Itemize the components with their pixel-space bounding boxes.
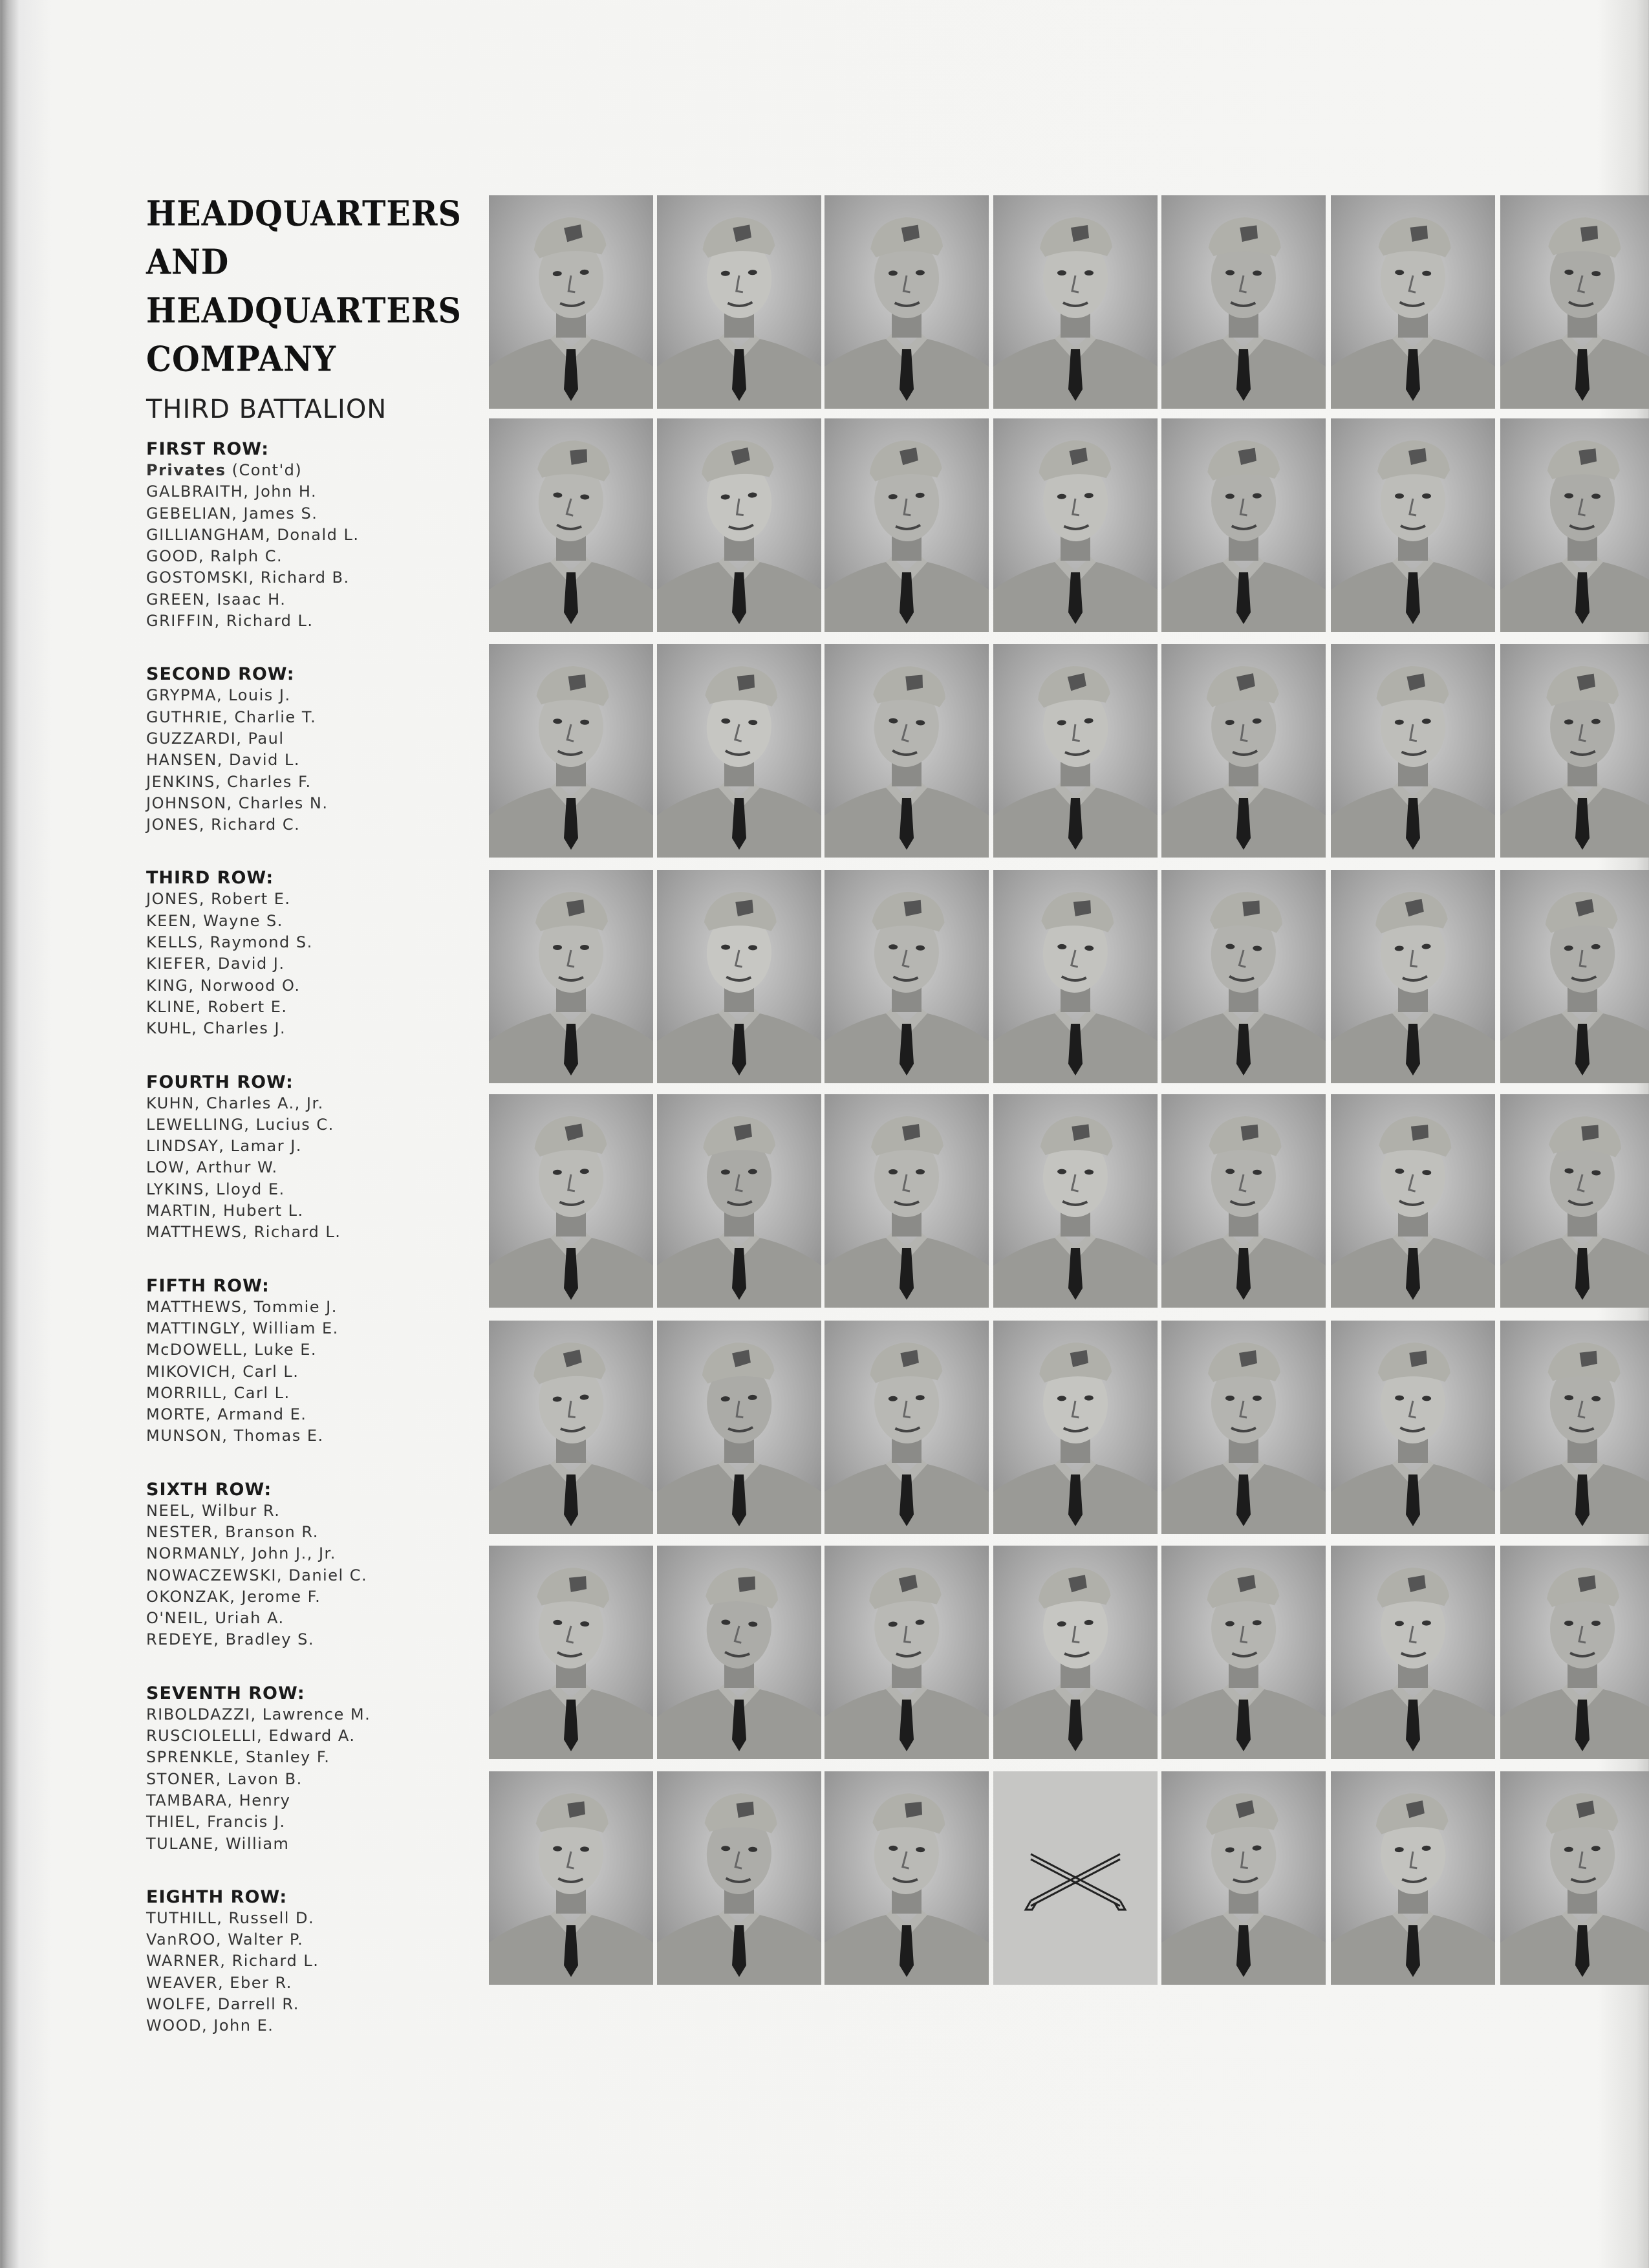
title-line: HEADQUARTERS <box>146 290 462 331</box>
soldier-name: NEEL, Wilbur R. <box>146 1501 281 1520</box>
soldier-name: WOOD, John E. <box>146 2016 274 2035</box>
soldier-portrait <box>1331 1546 1495 1759</box>
soldier-name: JENKINS, Charles F. <box>146 772 312 791</box>
caption-column <box>146 188 462 2069</box>
soldier-portrait <box>1161 195 1326 409</box>
soldier-name: MATTHEWS, Richard L. <box>146 1223 341 1242</box>
soldier-portrait <box>1331 1321 1495 1534</box>
soldier-name: GOSTOMSKI, Richard B. <box>146 568 350 587</box>
row-heading: EIGHTH ROW: <box>146 1886 288 1907</box>
portrait-row <box>453 195 1649 416</box>
soldier-name: KING, Norwood O. <box>146 976 301 995</box>
soldier-portrait <box>824 418 989 632</box>
row-caption-block <box>146 1072 450 1244</box>
soldier-portrait <box>824 1771 989 1985</box>
battalion-subtitle: THIRD BATTALION <box>146 394 387 424</box>
soldier-name: KEEN, Wayne S. <box>146 911 283 930</box>
soldier-name: GRIFFIN, Richard L. <box>146 612 314 631</box>
soldier-name: MARTIN, Hubert L. <box>146 1202 304 1220</box>
soldier-portrait <box>1331 1771 1495 1985</box>
soldier-portrait <box>489 1094 653 1308</box>
soldier-name: NOWACZEWSKI, Daniel C. <box>146 1566 368 1584</box>
page-title <box>146 188 462 382</box>
soldier-name: THIEL, Francis J. <box>146 1813 286 1831</box>
portrait-row <box>453 870 1649 1091</box>
soldier-portrait <box>489 195 653 409</box>
row-heading: SIXTH ROW: <box>146 1479 272 1500</box>
soldier-name: NORMANLY, John J., Jr. <box>146 1544 336 1563</box>
soldier-portrait <box>1331 195 1495 409</box>
soldier-portrait <box>993 1094 1158 1308</box>
soldier-portrait <box>1500 1321 1649 1534</box>
portrait-row <box>453 1771 1649 1993</box>
soldier-portrait <box>1161 1771 1326 1985</box>
soldier-portrait <box>824 644 989 858</box>
soldier-name: RIBOLDAZZI, Lawrence M. <box>146 1705 371 1723</box>
soldier-portrait <box>1500 1546 1649 1759</box>
soldier-portrait <box>824 1321 989 1534</box>
title-line: COMPANY <box>146 338 336 380</box>
row-caption-block <box>146 1886 450 2037</box>
soldier-name: TULANE, William <box>146 1834 290 1853</box>
soldier-name: GUZZARDI, Paul <box>146 729 285 748</box>
soldier-portrait <box>1500 1771 1649 1985</box>
soldier-portrait <box>657 1321 821 1534</box>
soldier-portrait <box>657 644 821 858</box>
soldier-portrait <box>657 195 821 409</box>
soldier-name: McDOWELL, Luke E. <box>146 1341 318 1359</box>
soldier-portrait <box>1161 1321 1326 1534</box>
soldier-name: KELLS, Raymond S. <box>146 933 313 952</box>
soldier-portrait <box>1500 644 1649 858</box>
soldier-name: MORRILL, Carl L. <box>146 1383 290 1402</box>
soldier-portrait <box>489 644 653 858</box>
portrait-row <box>453 644 1649 865</box>
row-caption-block <box>146 1275 450 1447</box>
row-heading: SEVENTH ROW: <box>146 1683 305 1703</box>
soldier-name: MATTINGLY, William E. <box>146 1319 339 1337</box>
soldier-portrait <box>1500 870 1649 1083</box>
soldier-name: JONES, Richard C. <box>146 815 301 834</box>
portrait-row <box>453 1094 1649 1315</box>
soldier-name: WEAVER, Eber R. <box>146 1973 292 1992</box>
soldier-portrait <box>1500 195 1649 409</box>
soldier-name: LYKINS, Lloyd E. <box>146 1180 285 1198</box>
soldier-name: TAMBARA, Henry <box>146 1791 291 1809</box>
soldier-name: KUHL, Charles J. <box>146 1019 286 1038</box>
soldier-portrait <box>993 418 1158 632</box>
title-line: AND <box>146 241 230 283</box>
soldier-name: STONER, Lavon B. <box>146 1769 303 1788</box>
soldier-name: MATTHEWS, Tommie J. <box>146 1297 338 1316</box>
soldier-name: VanROO, Walter P. <box>146 1930 304 1949</box>
soldier-portrait <box>1161 870 1326 1083</box>
row-caption-block <box>146 1479 450 1651</box>
soldier-name: MUNSON, Thomas E. <box>146 1427 324 1445</box>
soldier-portrait <box>824 1094 989 1308</box>
soldier-name: WOLFE, Darrell R. <box>146 1995 299 2014</box>
soldier-name: LINDSAY, Lamar J. <box>146 1137 302 1156</box>
soldier-portrait <box>657 1546 821 1759</box>
portrait-row <box>453 418 1649 640</box>
soldier-portrait <box>489 870 653 1083</box>
soldier-name: JONES, Robert E. <box>146 890 291 909</box>
crossed-rifles-icon <box>993 1771 1158 1985</box>
soldier-name: LEWELLING, Lucius C. <box>146 1115 334 1134</box>
row-heading: SECOND ROW: <box>146 664 295 685</box>
soldier-name: GUTHRIE, Charlie T. <box>146 707 317 726</box>
soldier-name: MORTE, Armand E. <box>146 1405 307 1424</box>
soldier-name: LOW, Arthur W. <box>146 1158 278 1177</box>
soldier-portrait <box>1331 1094 1495 1308</box>
soldier-name: HANSEN, David L. <box>146 751 300 770</box>
soldier-name: GOOD, Ralph C. <box>146 547 283 566</box>
row-heading: FOURTH ROW: <box>146 1072 294 1092</box>
soldier-portrait <box>824 870 989 1083</box>
soldier-name: RUSCIOLELLI, Edward A. <box>146 1727 356 1745</box>
soldier-name: KUHN, Charles A., Jr. <box>146 1094 324 1112</box>
row-heading: FIFTH ROW: <box>146 1275 270 1296</box>
soldier-name: GEBELIAN, James S. <box>146 504 318 523</box>
title-line: HEADQUARTERS <box>146 193 462 234</box>
soldier-name: O'NEIL, Uriah A. <box>146 1609 285 1628</box>
soldier-portrait <box>1161 644 1326 858</box>
portrait-row <box>453 1321 1649 1542</box>
soldier-portrait <box>1500 418 1649 632</box>
soldier-name: GALBRAITH, John H. <box>146 482 318 501</box>
soldier-portrait <box>993 870 1158 1083</box>
soldier-portrait <box>489 418 653 632</box>
soldier-portrait <box>657 1094 821 1308</box>
row-caption-block <box>146 1683 450 1855</box>
soldier-portrait <box>1161 1546 1326 1759</box>
soldier-name: TUTHILL, Russell D. <box>146 1908 315 1927</box>
soldier-portrait <box>1331 870 1495 1083</box>
soldier-portrait <box>824 195 989 409</box>
row-caption-block <box>146 438 450 632</box>
soldier-portrait <box>489 1321 653 1534</box>
row-heading: FIRST ROW: <box>146 439 270 459</box>
soldier-portrait <box>657 1771 821 1985</box>
soldier-portrait <box>1500 1094 1649 1308</box>
soldier-portrait <box>489 1771 653 1985</box>
row-heading: THIRD ROW: <box>146 868 274 889</box>
soldier-portrait <box>1331 418 1495 632</box>
soldier-name: GILLIANGHAM, Donald L. <box>146 525 360 544</box>
soldier-portrait <box>993 1321 1158 1534</box>
soldier-portrait <box>824 1546 989 1759</box>
soldier-name: WARNER, Richard L. <box>146 1952 319 1971</box>
yearbook-page <box>39 0 1636 2268</box>
soldier-portrait <box>993 195 1158 409</box>
soldier-portrait <box>993 1546 1158 1759</box>
soldier-name: JOHNSON, Charles N. <box>146 794 329 812</box>
soldier-name: REDEYE, Bradley S. <box>146 1630 314 1649</box>
soldier-portrait <box>657 870 821 1083</box>
soldier-portrait <box>1161 418 1326 632</box>
soldier-portrait <box>993 644 1158 858</box>
soldier-portrait <box>489 1546 653 1759</box>
portrait-row <box>453 1546 1649 1767</box>
soldier-portrait <box>657 418 821 632</box>
soldier-name: KLINE, Robert E. <box>146 997 288 1016</box>
row-caption-block <box>146 664 450 836</box>
soldier-portrait <box>1161 1094 1326 1308</box>
soldier-name: NESTER, Branson R. <box>146 1522 319 1541</box>
row-name-lists <box>146 438 450 2037</box>
soldier-name: MIKOVICH, Carl L. <box>146 1362 299 1381</box>
soldier-name: GREEN, Isaac H. <box>146 590 286 609</box>
soldier-name: OKONZAK, Jerome F. <box>146 1587 321 1606</box>
soldier-name: KIEFER, David J. <box>146 955 285 973</box>
soldier-name: GRYPMA, Louis J. <box>146 686 291 705</box>
soldier-portrait <box>1331 644 1495 858</box>
row-caption-block <box>146 867 450 1039</box>
soldier-name: SPRENKLE, Stanley F. <box>146 1748 330 1767</box>
rank-subheading: Privates (Cont'd) <box>146 461 303 479</box>
